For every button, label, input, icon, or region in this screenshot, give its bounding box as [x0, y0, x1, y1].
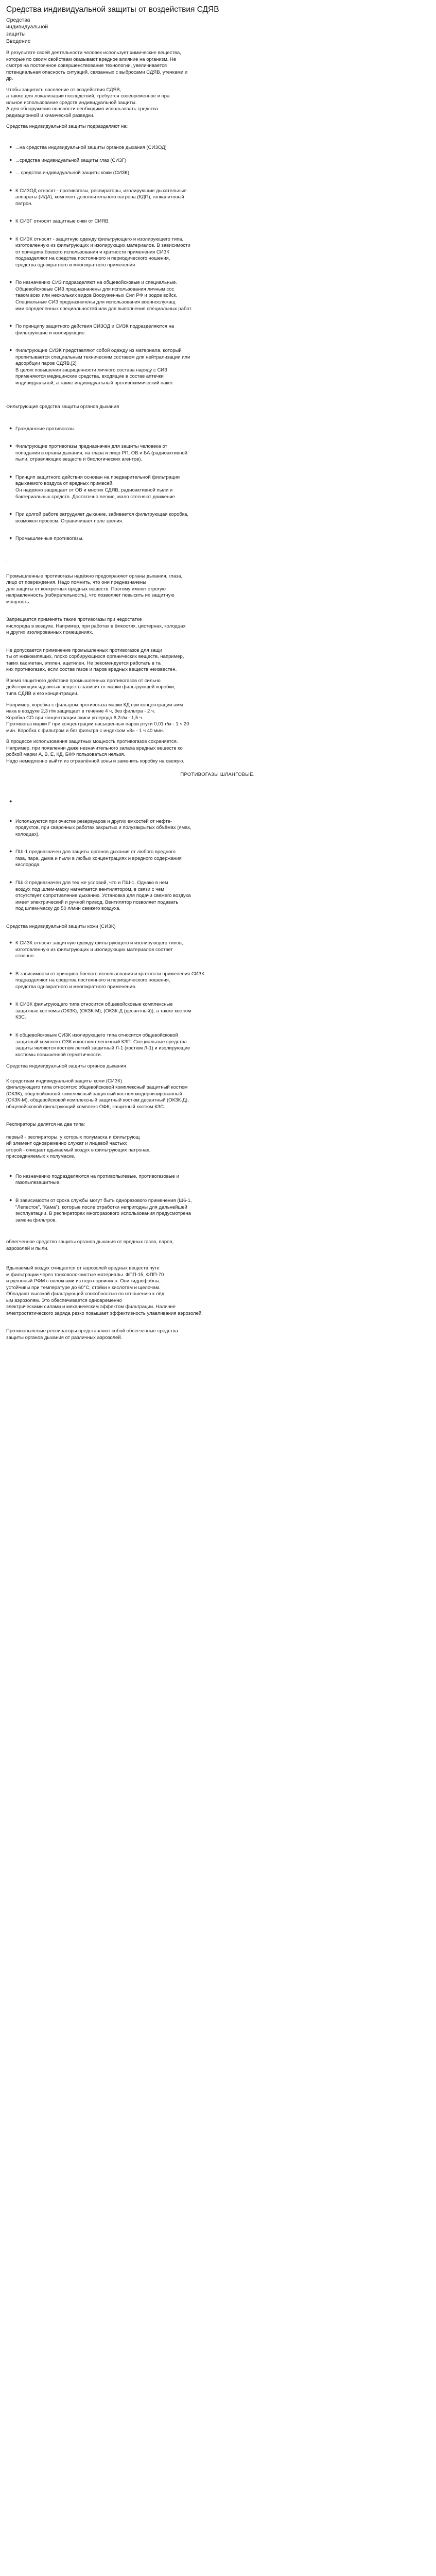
list-item: ● ... средства индивидуальной защиты кожи (СИЗК).: [15, 170, 429, 177]
list-item: ● Фильтрующие противогазы предназначен для защиты человека от попадания в органы дыхания, на глаза и лицо РП, ОВ и БА (радиоактивной пыли, отравляющих веществ и биологических агентов).: [15, 444, 429, 463]
industrial-paragraph: Не допускается применение промышленных противогазов для защи ты от низкокипящих, плохо сорбирующихся органических веществ, например, таких как метан, этилен, ацетилен. Не рекомендуется работать в та ких противогазах, если состав газов и паров вредных веществ неизвестен.: [6, 647, 184, 673]
list-item: ● К общевойсковым СИЗК изолирующего типа относится общевойсковой защитный комплект ОЗК и костюм пленочный КЗП. Специальные средства защиты являются костюм легкий защитный Л-1 (костюм Л-1) и изолирующие костюмы повышенной герметичности.: [15, 1032, 429, 1058]
industrial-paragraph: В процессе использования защитных мощность противогазов сохраняется. Например, при появлении даже незначительного запаха вредных веществ ко робкой марки А, В, Е, КД, БКФ пользоваться нельзя. Надо немедленно выйти из отравлённой зоны и заменить коробку на свежую.: [6, 739, 185, 764]
intro-paragraph: Чтобы защитить население от воздействия СДЯВ, а также для локализации последствий, требуется своевременное и пра ильное использование средств индивидуальной защиты. А для обнаружения опасности необходимо использовать средства радиационной и химической разведки.: [6, 87, 170, 118]
industrial-paragraph: Время защитного действия промышленных противогазов от сильно действующих ядовитых веществ зависит от марки фильтрующей коробки, типа СДЯВ и его концентрации.: [6, 677, 176, 697]
list-item: [15, 799, 429, 805]
list-item: ● По назначению подразделяются на противопылевые, противогазовые и газопылезащитные.: [15, 1174, 429, 1187]
hose-gas-masks-heading: ПРОТИВОГАЗЫ ШЛАНГОВЫЕ.: [180, 772, 255, 778]
list-item: ● К СИЗГ относят защитные очки от СИЯВ.: [15, 218, 429, 225]
list-item: ● Используются при очистке резервуаров и других емкостей от нефте- продуктов, при сварочных работах закрытых и полузакрытых объёмах (ямах, колодцах).: [15, 819, 429, 838]
section-heading: Средства индивидуальной защиты кожи (СИЗК): [6, 923, 116, 929]
industrial-paragraph: Например, коробка с фильтром противогаза марки КД при концентрации амм иака в воздухе 2,3 г/м защищает в течение 4 ч, без фильтра - 2 ч. Коробка CO при концентрации окиси углерода 6,2г/м - 1,5 ч. Противогаз марки Г при концентрации насыщенных паров ртути 0,01 г/м - 1 ч 20 мин. Коробка с фильтром и без фильтра с индексом «8» - 1 ч 40 мин.: [6, 702, 189, 734]
skin-protection-list: [6, 940, 429, 1058]
list-item: ● По принципу защитного действия СИЗОД и СИЗК подразделяются на фильтрующие и изолирующие.: [15, 324, 429, 336]
list-item: ● ...на средства индивидуальной защиты органов дыхания (СИЗОД): [15, 145, 429, 151]
list-item: ● В зависимости от срока службы могут быть одноразового применения (Ш6-1, "Лепесток", "Кама"), которые после отработки непригодны для дальнейшей эксплуатации. В респираторах многоразового использования предусмотрена замена фильтров.: [15, 1198, 429, 1224]
outro-paragraph: облегченное средство защиты органов дыхания от вредных газов, паров, аэрозолей и пыли.: [6, 1239, 174, 1251]
list-item: ● ПШ-2 предназначен для тех же условий, что и ПШ-1. Однако в нем воздух под шлем-маску нагнетается вентилятором, в связи с чем отсутствует сопротивление дыханию. Установка для подачи свежего воздуха имеет электрический и ручной привод. Вентилятор позволяет подавать под шлем-маску до 50 л/мин свежего воздуха.: [15, 880, 429, 912]
outro-paragraph: Противопылевые респираторы представляют собой облегченные средства защиты органов дыхания от различных аэрозолей.: [6, 1328, 178, 1341]
filter-gas-mask-list: [6, 426, 429, 543]
list-item: ● Гражданские противогазы: [15, 426, 429, 433]
section-heading: Фильтрующие средства защиты органов дыхания: [6, 404, 119, 410]
skin-summary-paragraph: К средствам индивидуальной защиты кожи (СИЗК) фильтрующего типа относятся: общевойсковой комплексный защитный костюм (ОКЗК), общевойсковой комплексный защитный костюм модернизированный (ОКЗК-М), общевойсковой комплексный защитный костюм десантный (ОКЗК-Д), общевойсковой фильтрующий комплекс ОФК, защитный костюм КЗС.: [6, 1078, 189, 1110]
subtitle: Средства индивидуальной защиты Введение: [6, 16, 48, 44]
list-item: ● Принцип защитного действия основан на предварительной фильтрации вдыхаемого воздуха от вредных примесей. Он надежно защищает от ОВ и многих СДЯВ, радиоактивной пыли и бактериальных средств. Достаточно легкие, мало стесняют движение.: [15, 474, 429, 500]
ppe-details-list: [6, 188, 429, 387]
outro-paragraph: Вдыхаемый воздух очищается от аэрозолей вредных веществ путе м фильтрации через тонковолокнистые материалы. ФПП-15, ФПП-70 и рулонный РФМ с волокнами из перхлорвинила. Они гидрофобны, устойчивы при температуре до 60°C, стойки к кислотам и щелочам. Обладают высокой фильтрующей способностью по отношению к лёд ым аэрозолям. Это обеспечивается одновременно электрическими силами и механическим эффектом фильтрации. Наличие электростатического заряда резко повышает эффективность улавливания аэрозолей.: [6, 1265, 203, 1316]
list-item: ● ПШ-1 предназначен для защиты органов дыхания от любого вредного газа, пара, дыма и пыли в любых концентрациях и вредного содержания кислорода.: [15, 849, 429, 869]
list-item: ● К СИЗК относят защитную одежду фильтрующего и изолирующего типов, изготовленную из фильтрующих и изолирующих материалов соответ ственно.: [15, 940, 429, 960]
section-heading: Средства индивидуальной защиты органов дыхания: [6, 1063, 126, 1070]
list-item: ● Промышленные противогазы.: [15, 536, 429, 543]
industrial-paragraph: Запрещается применять такие противогазы при недостатке кислорода в воздухе. Например, при работах в ёмкостях, цистернах, колодцах и других изолированных помещениях.: [6, 617, 186, 636]
intro-paragraph: В результате своей деятельности человек использует химические вещества, которые по своим свойствам оказывают вредное влияние на организм. Не смотря на постоянное совершенствование технологии, увеличивается потенциальная опасность ситуаций, связанных с выбросами СДЯВ, утечками и др.: [6, 50, 188, 82]
list-item: ● К СИЗОД относят - противогазы, респираторы, изолирующие дыхательные аппараты (ИДА), комплект дополнительного патрона (КДП), гопкалитовый патрон.: [15, 188, 429, 208]
list-item: ● При долгой работе затрудняет дыхание, забивается фильтрующая коробка, возможен прососм. Ограничивает поле зрения.: [15, 512, 429, 524]
respirator-types-title: Респираторы делятся на два типа:: [6, 1122, 85, 1128]
stray-mark: .: [6, 557, 8, 563]
list-item: ● В зависимости от принципа боевого использования и кратности применения СИЗК подразделяют на средства постоянного и периодического ношения, средства однократного и многократного применения.: [15, 971, 429, 991]
hose-gas-mask-list: [6, 799, 429, 912]
industrial-paragraph: Промышленные противогазы надёжно предохраняют органы дыхания, глаза, лицо от повреждения. Надо помнить, что они предназначены для защиты от конкретных вредных веществ. Поэтому имеют строгую направленность (избирательность), что позволяет повысить их защитную мощность.: [6, 573, 183, 605]
list-item: ● К СИЗК относят - защитную одежду фильтрующего и изолирующего типа, изготовленную из фильтрующих и изолирующих материалов. В зависимости от принципа боевого использования и кратности применения СИЗК подразделяют на средства постоянного и периодического ношения, средства однократного и многократного применения: [15, 236, 429, 269]
page-title: Средства индивидуальной защиты от воздействия СДЯВ: [6, 5, 219, 14]
ppe-types-list: [6, 145, 429, 177]
list-item: ● По назначению СИЗ подразделяют на общевойсковые и специальные. Общевойсковые СИЗ предназначены для использования личным сос тавом всех или нескольких видов Вооруженных Сил РФ и родов войск. Специальные СИЗ предназначены для использования военнослужащ ими определенных специальностей или для выполнения специальных работ.: [15, 280, 429, 312]
intro-paragraph: Средства индивидуальной защиты подразделяют на:: [6, 124, 128, 130]
respirator-list: [6, 1174, 429, 1224]
list-item: ● ...средства индивидуальной защиты глаз (СИЗГ): [15, 158, 429, 164]
respirator-types-paragraph: первый - респираторы, у которых полумаска и фильтрующ ий элемент одновременно служат и лицевой частью; второй - очищает вдыхаемый воздух в фильтрующих патронах, присоединяемых к полумаске.: [6, 1134, 151, 1160]
list-item: ● Фильтрующие СИЗК представляют собой одежду из материала, который пропитывается специальным техническим составом для нейтрализации или адсорбции паров СДЯВ.[2] В целях повышения защищенности личного состава наряду с СИЗ применяются медицинские средства, входящие в состав аптечки индивидуальной, а также индивидуальный противохимический пакет.: [15, 348, 429, 386]
list-item: ● К СИЗК фильтрующего типа относится общевойсковые комплексные защитные костюмы (ОКЗК), (ОКЗК-М), (ОКЗК-Д (десантный)), а также костюм КЗС.: [15, 1002, 429, 1021]
